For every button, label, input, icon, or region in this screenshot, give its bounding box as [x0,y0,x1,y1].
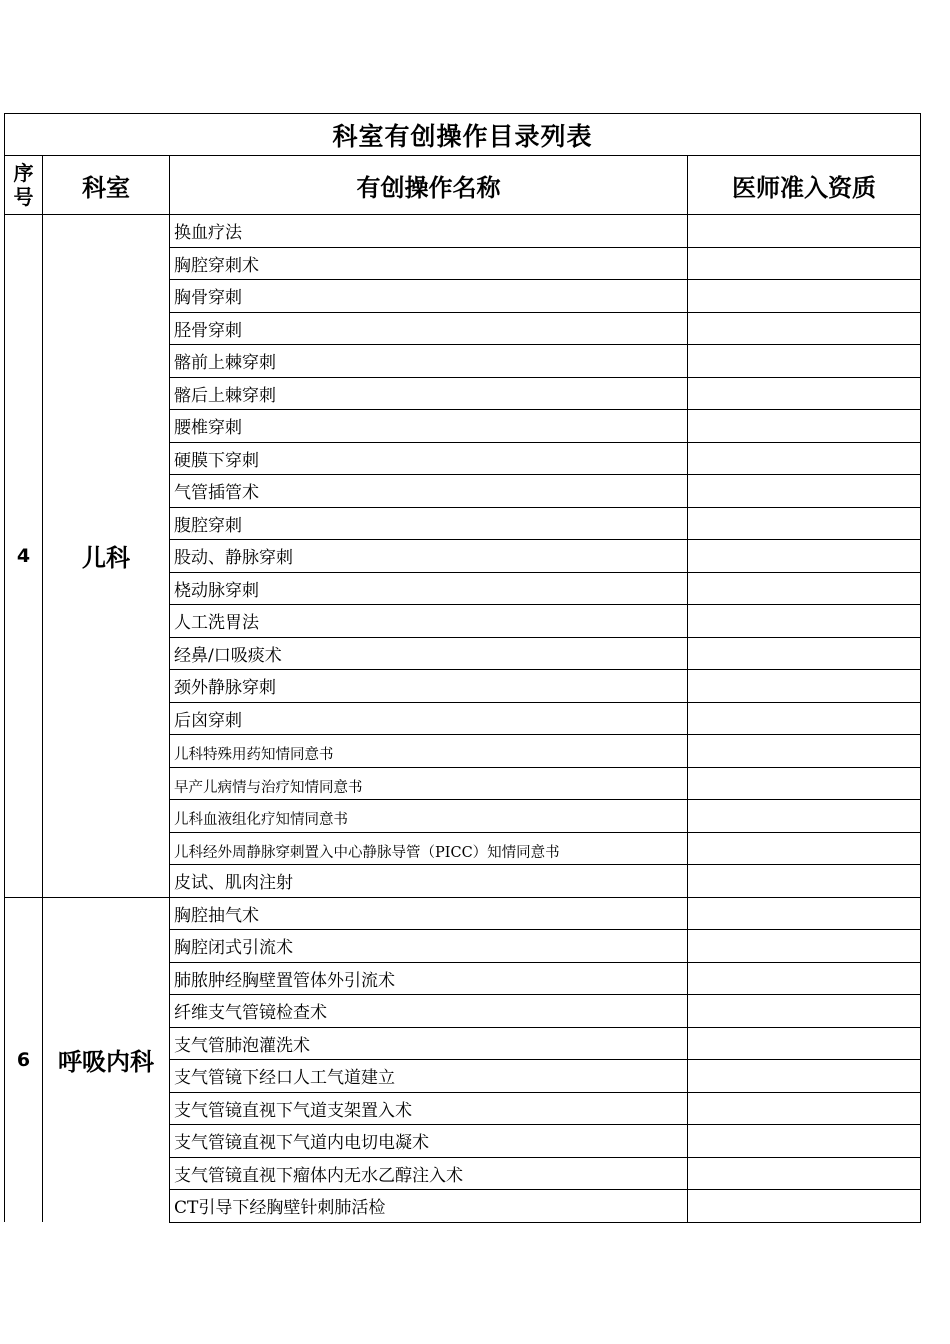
procedure-name-cell: 换血疗法 [170,215,688,248]
qualification-cell[interactable] [688,767,921,800]
qualification-cell[interactable] [688,702,921,735]
section-department: 儿科 [43,215,170,898]
qualification-cell[interactable] [688,897,921,930]
table-row [5,215,921,248]
procedure-name-cell: 早产儿病情与治疗知情同意书 [170,767,688,800]
section-serial-number: 4 [5,215,43,898]
qualification-cell[interactable] [688,1092,921,1125]
section-department: 呼吸内科 [43,897,170,1222]
procedure-name-cell: 髂前上棘穿刺 [170,345,688,378]
qualification-cell[interactable] [688,572,921,605]
procedure-name-cell: 皮试、肌肉注射 [170,865,688,898]
qualification-cell[interactable] [688,377,921,410]
qualification-cell[interactable] [688,735,921,768]
qualification-cell[interactable] [688,800,921,833]
qualification-cell[interactable] [688,345,921,378]
qualification-cell[interactable] [688,832,921,865]
procedure-name-cell: 后囟穿刺 [170,702,688,735]
header-qualification: 医师准入资质 [688,156,921,215]
qualification-cell[interactable] [688,865,921,898]
qualification-cell[interactable] [688,507,921,540]
qualification-cell[interactable] [688,410,921,443]
procedure-name-cell: 肺脓肿经胸壁置管体外引流术 [170,962,688,995]
table-row [5,897,921,930]
procedure-table [4,113,921,1223]
procedure-name-cell: 胸腔穿刺术 [170,247,688,280]
procedure-name-cell: 支气管镜直视下气道支架置入术 [170,1092,688,1125]
qualification-cell[interactable] [688,540,921,573]
qualification-cell[interactable] [688,312,921,345]
procedure-name-cell: 支气管镜直视下气道内电切电凝术 [170,1125,688,1158]
procedure-name-cell: 髂后上棘穿刺 [170,377,688,410]
qualification-cell[interactable] [688,995,921,1028]
qualification-cell[interactable] [688,1060,921,1093]
procedure-name-cell: 股动、静脉穿刺 [170,540,688,573]
procedure-name-cell: 胸腔闭式引流术 [170,930,688,963]
qualification-cell[interactable] [688,962,921,995]
procedure-name-cell: 纤维支气管镜检查术 [170,995,688,1028]
qualification-cell[interactable] [688,1125,921,1158]
procedure-name-cell: 胫骨穿刺 [170,312,688,345]
header-serial-number-label: 序号 [13,161,34,209]
header-serial-number [5,156,43,215]
procedure-name-cell: 支气管镜直视下瘤体内无水乙醇注入术 [170,1157,688,1190]
procedure-catalog-sheet [4,113,920,1223]
header-procedure-name: 有创操作名称 [170,156,688,215]
qualification-cell[interactable] [688,1027,921,1060]
procedure-name-cell: 气管插管术 [170,475,688,508]
procedure-name-cell: 颈外静脉穿刺 [170,670,688,703]
qualification-cell[interactable] [688,442,921,475]
qualification-cell[interactable] [688,247,921,280]
procedure-name-cell: 胸骨穿刺 [170,280,688,313]
procedure-name-cell: 桡动脉穿刺 [170,572,688,605]
header-department: 科室 [43,156,170,215]
procedure-name-cell: 支气管肺泡灌洗术 [170,1027,688,1060]
section-serial-number: 6 [5,897,43,1222]
procedure-name-cell: 经鼻/口吸痰术 [170,637,688,670]
procedure-name-cell: 儿科经外周静脉穿刺置入中心静脉导管（PICC）知情同意书 [170,832,688,865]
qualification-cell[interactable] [688,215,921,248]
qualification-cell[interactable] [688,637,921,670]
qualification-cell[interactable] [688,670,921,703]
procedure-name-cell: 支气管镜下经口人工气道建立 [170,1060,688,1093]
qualification-cell[interactable] [688,280,921,313]
procedure-name-cell: 儿科特殊用药知情同意书 [170,735,688,768]
procedure-name-cell: 人工洗胃法 [170,605,688,638]
procedure-name-cell: 腰椎穿刺 [170,410,688,443]
qualification-cell[interactable] [688,605,921,638]
qualification-cell[interactable] [688,1190,921,1223]
procedure-name-cell: CT引导下经胸壁针刺肺活检 [170,1190,688,1223]
qualification-cell[interactable] [688,1157,921,1190]
procedure-name-cell: 胸腔抽气术 [170,897,688,930]
qualification-cell[interactable] [688,475,921,508]
qualification-cell[interactable] [688,930,921,963]
procedure-name-cell: 硬膜下穿刺 [170,442,688,475]
procedure-name-cell: 儿科血液组化疗知情同意书 [170,800,688,833]
table-title: 科室有创操作目录列表 [5,114,921,156]
procedure-name-cell: 腹腔穿刺 [170,507,688,540]
